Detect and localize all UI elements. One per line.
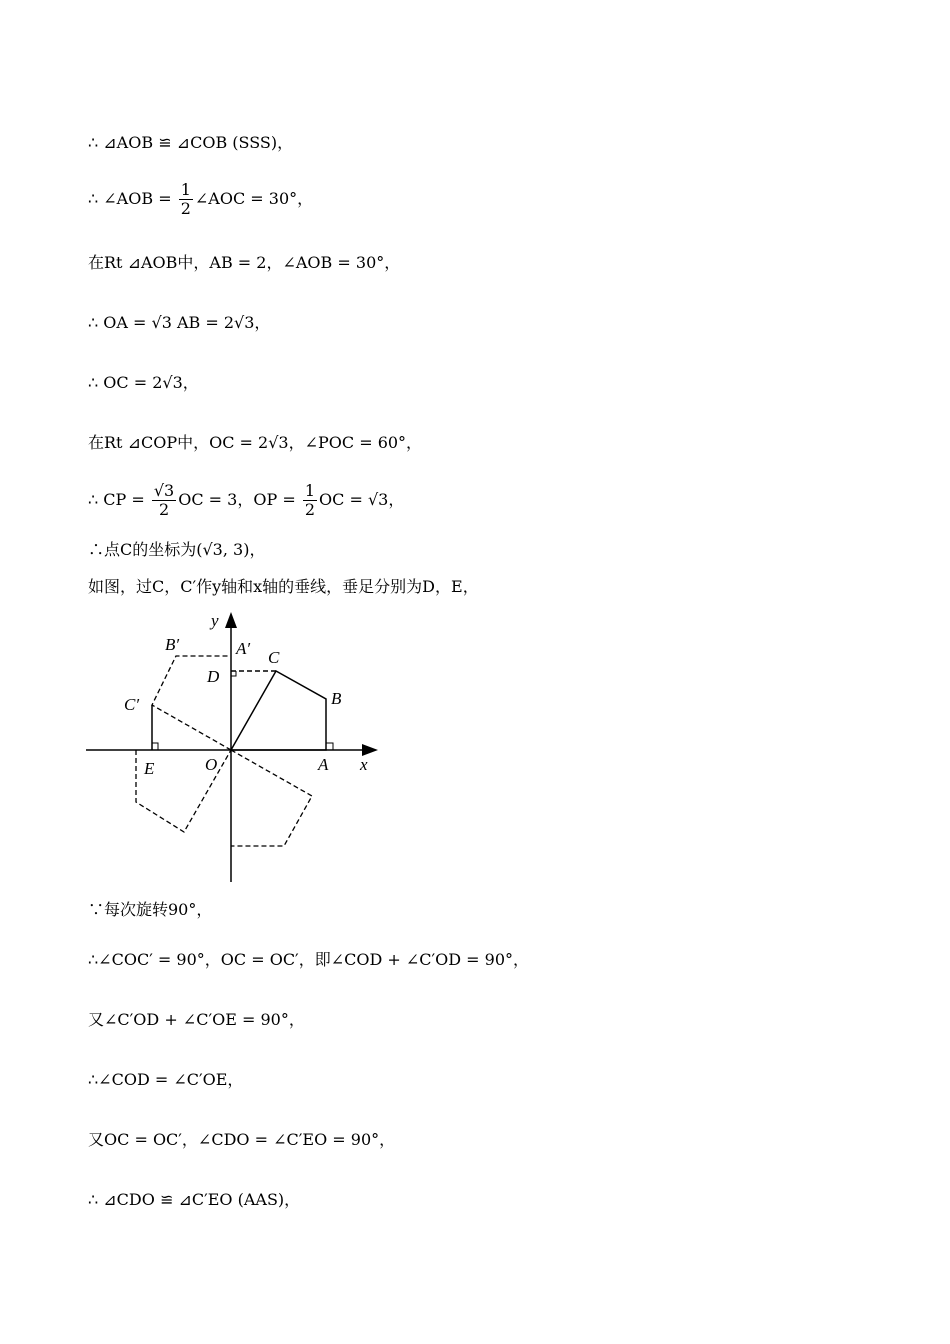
label-c-prime: C′ <box>124 695 140 714</box>
text-line-10: ∵每次旋转90°， <box>88 900 213 919</box>
label-x: x <box>360 755 368 774</box>
text-line-4: ∴ OA = √3 AB = 2√3， <box>88 313 271 332</box>
text-line-2: ∴ ∠AOB = $\frac{1}{2}$ ∠AOC = 30°， <box>88 180 314 218</box>
text-line-1: ∴ ⊿AOB ≌ ⊿COB (SSS)， <box>88 133 294 152</box>
label-o: O <box>205 755 218 774</box>
coordinate-figure <box>84 610 384 882</box>
label-y: y <box>211 611 219 630</box>
text-line-5: ∴ OC = 2√3， <box>88 373 199 392</box>
label-e: E <box>144 759 155 778</box>
pentagon-rotated-3 <box>231 750 312 846</box>
text-line-9: 如图，过C，C′作y轴和x轴的垂线，垂足分别为D，E， <box>88 577 479 596</box>
text-line-13: ∴∠COD = ∠C′OE， <box>88 1070 244 1089</box>
right-angle-mark-e <box>152 743 158 750</box>
label-b: B <box>331 689 342 708</box>
text-line-3: 在Rt ⊿AOB中，AB = 2，∠AOB = 30°， <box>88 253 401 272</box>
fraction-half: $\frac{1}{2}$ <box>180 180 191 218</box>
label-d: D <box>207 667 220 686</box>
right-angle-mark-a <box>326 743 333 750</box>
text-line-11: ∴∠COC′ = 90°，OC = OC′，即∠COD + ∠C′OD = 90°， <box>88 950 530 969</box>
label-a: A <box>318 755 329 774</box>
label-b-prime: B′ <box>165 635 180 654</box>
text-line-8: ∴点C的坐标为(√3, 3)， <box>88 540 266 559</box>
text-line-15: ∴ ⊿CDO ≌ ⊿C′EO (AAS)， <box>88 1190 301 1209</box>
text-line-12: 又∠C′OD + ∠C′OE = 90°， <box>88 1010 305 1029</box>
label-a-prime: A′ <box>236 639 251 658</box>
fraction-half-2: $\frac{1}{2}$ <box>304 481 316 519</box>
text-line-7: ∴ CP = $\frac{√3}{2}$ OC = 3，OP = $\frac{1}{2}$ OC = √3， <box>88 481 405 519</box>
text-line-14: 又OC = OC′，∠CDO = ∠C′EO = 90°， <box>88 1130 396 1149</box>
label-c: C <box>268 648 280 667</box>
text-line-6: 在Rt ⊿COP中，OC = 2√3，∠POC = 60°， <box>88 433 423 452</box>
fraction-sqrt3-over-2: $\frac{√3}{2}$ <box>153 481 175 519</box>
pentagon-oabc <box>231 671 326 750</box>
